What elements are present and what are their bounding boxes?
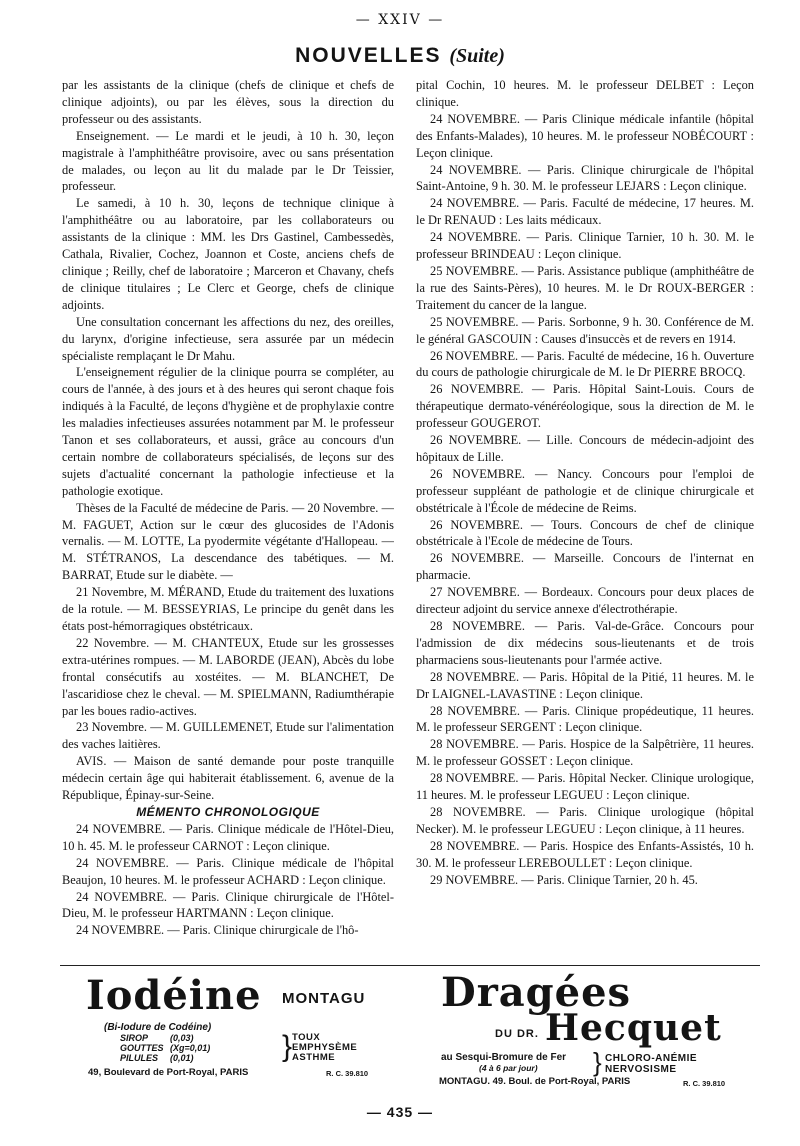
divider-rule <box>60 965 760 966</box>
paragraph: Thèses de la Faculté de médecine de Paris. — 20 Novembre. — M. FAGUET, Action sur le cœur des glucosides de l'Adonis vernalis. — M. LOTTE, La pyodermite végétante d'Hallopeau. — M. STÉTRANOS, La descendance des tabétiques. — M. BARRAT, Etude sur le diabète. — <box>62 500 394 583</box>
memento-entry: 25 NOVEMBRE. — Paris. Assistance publique (amphithéâtre de la rue des Saints-Pères), 10 heures. M. le Dr ROUX-BERGER : Traitement du cancer de la langue. <box>416 263 754 312</box>
memento-entry: 28 NOVEMBRE. — Paris. Hôpital de la Pitié, 11 heures. M. le Dr LAIGNEL-LAVASTINE : Leçon clinique. <box>416 669 754 701</box>
paragraph: Le samedi, à 10 h. 30, leçons de technique clinique à l'amphithéâtre ou au laboratoire, par les collaborateurs ou assistants de la clinique : MM. les Drs Gastinel, Cambessedès, Cathala, Rivalier, Cochez, Joannon et Coste, anciens chefs de clinique ; Reilly, chef de laboratoire ; Marceron et Chavany, chefs de clinique titulaires ; Le Clerc et George, chefs de clinique adjoints. <box>62 196 394 312</box>
memento-entry: 24 NOVEMBRE. — Paris. Clinique médicale de l'hôpital Beaujon, 10 heures. M. le professeur ACHARD : Leçon clinique. <box>62 855 394 887</box>
memento-entry: 26 NOVEMBRE. — Tours. Concours de chef de clinique obstétricale à l'Ecole de médecine de Tours. <box>416 517 754 549</box>
section-heading <box>0 43 800 69</box>
memento-entry: 28 NOVEMBRE. — Paris. Hospice de la Salpêtrière, 11 heures. M. le professeur GOSSET : Leçon clinique. <box>416 737 754 769</box>
page-number: — 435 — <box>366 1104 434 1120</box>
section-title: NOUVELLES <box>295 44 442 67</box>
page-roman-number: — XXIV — <box>355 12 445 28</box>
left-column <box>62 77 394 963</box>
memento-entry: 24 NOVEMBRE. — Paris. Clinique chirurgicale de l'Hôtel-Dieu, M. le professeur HARTMANN : Leçon clinique. <box>62 889 394 921</box>
memento-entry: 28 NOVEMBRE. — Paris. Hospice des Enfants-Assistés, 10 h. 30. M. le professeur LEREBOULLET : Leçon clinique. <box>416 838 754 870</box>
paragraph: 23 Novembre. — M. GUILLEMENET, Etude sur l'alimentation des vaches laitières. <box>62 720 394 752</box>
ad-du-dr: DU DR. <box>495 1028 539 1040</box>
ad-registration: R. C. 39.810 <box>683 1079 726 1088</box>
memento-entry: 28 NOVEMBRE. — Paris. Hôpital Necker. Clinique urologique, 11 heures. M. le professeur LEGUEU : Leçon clinique. <box>416 771 754 803</box>
ad-description: au Sesqui-Bromure de Fer <box>441 1052 567 1063</box>
memento-entry: 28 NOVEMBRE. — Paris. Clinique urologique (hôpital Necker). M. le professeur LEGUEU : Leçon clinique, à 11 heures. <box>416 804 754 836</box>
memento-entry: pital Cochin, 10 heures. M. le professeur DELBET : Leçon clinique. <box>416 78 754 109</box>
memento-entry: 24 NOVEMBRE. — Paris. Clinique médicale de l'Hôtel-Dieu, 10 h. 45. M. le professeur CARNOT : Leçon clinique. <box>62 821 394 853</box>
ad-indications: TOUX EMPHYSÈME ASTHME <box>292 1032 358 1063</box>
ad-registration: R. C. 39.810 <box>326 1069 369 1078</box>
ad-address: 49, Boulevard de Port-Royal, PARIS <box>88 1067 249 1078</box>
memento-entry: 24 NOVEMBRE. — Paris Clinique médicale infantile (hôpital des Enfants-Malades), 10 heures. M. le professeur NOBÉCOURT : Leçon clinique. <box>416 111 754 160</box>
memento-entry: 26 NOVEMBRE. — Paris. Hôpital Saint-Louis. Cours de thérapeutique dermato-vénéréologique, sous la direction de M. le professeur GOUGEROT. <box>416 382 754 431</box>
ad-form-item: PILULES (0,01) <box>120 1053 194 1063</box>
ad-address: MONTAGU. 49. Boul. de Port-Royal, PARIS <box>439 1076 631 1087</box>
notice-paragraph: AVIS. — Maison de santé demande pour poste tranquille médecin certain âge qui habiterait établissement. 6, avenue de la République, Épinay-sur-Seine. <box>62 754 394 803</box>
paragraph: par les assistants de la clinique (chefs de clinique et chefs de clinique adjoints), ou par les élèves, sous la direction du professeur ou des assistants. <box>62 78 394 126</box>
memento-entry: 25 NOVEMBRE. — Paris. Sorbonne, 9 h. 30. Conférence de M. le général GASCOUIN : Causes d'insuccès et de revers en 1914. <box>416 314 754 346</box>
memento-entry: 28 NOVEMBRE. — Paris. Clinique propédeutique, 11 heures. M. le professeur SERGENT : Leçon clinique. <box>416 703 754 735</box>
advertisement-iodeine <box>60 970 395 1080</box>
ad-brand: Iodéine <box>86 972 262 1019</box>
memento-entry: 24 NOVEMBRE. — Paris. Clinique chirurgicale de l'hô- <box>76 923 359 938</box>
ad-form-item: SIROP (0,03) <box>120 1033 194 1043</box>
ad-brand-name: Hecquet <box>545 1007 722 1049</box>
advertisement-dragees-hecquet <box>427 970 762 1095</box>
paragraph: Enseignement. — Le mardi et le jeudi, à 10 h. 30, leçon magistrale à l'amphithéâtre provisoire, avec ou sans présentation de malades, ou leçon au lit du malade par le Dr Teissier, professeur. <box>62 128 394 194</box>
memento-heading: MÉMENTO CHRONOLOGIQUE <box>136 804 320 819</box>
memento-entry: 29 NOVEMBRE. — Paris. Clinique Tarnier, 20 h. 45. <box>430 872 698 887</box>
memento-entry: 26 NOVEMBRE. — Nancy. Concours pour l'emploi de professeur suppléant de pathologie et de clinique chirurgicale et obstétricale à l'École de médecine de Reims. <box>416 466 754 515</box>
paragraph: 22 Novembre. — M. CHANTEUX, Etude sur les grossesses extra-utérines rompues. — M. LABORDE (JEAN), Abcès du lobe frontal consécutifs au xostéites. — M. BLANCHET, De l'ascaridiose chez le cheval. — M. SPIELMANN, Radiumthérapie par les boues radio-actives. <box>62 635 394 718</box>
ad-maker: MONTAGU <box>282 990 366 1007</box>
brace-glyph: } <box>593 1047 602 1077</box>
paragraph: Une consultation concernant les affections du nez, des oreilles, du larynx, d'origine infectieuse, sera assurée par un médecin spécialiste remplaçant le Dr Mahu. <box>62 314 394 363</box>
memento-entry: 26 NOVEMBRE. — Marseille. Concours de l'internat en pharmacie. <box>416 551 754 583</box>
memento-entry: 26 NOVEMBRE. — Paris. Faculté de médecine, 16 h. Ouverture du cours de pathologie chirurgicale de M. le Dr PIERRE BROCQ. <box>416 348 754 380</box>
brace-glyph: } <box>282 1030 293 1063</box>
ad-dose: (4 à 6 par jour) <box>479 1063 538 1073</box>
memento-entry: 24 NOVEMBRE. — Paris. Faculté de médecine, 17 heures. M. le Dr RENAUD : Les laits médicaux. <box>416 196 754 228</box>
ad-subtitle: (Bi-Iodure de Codéine) <box>104 1022 212 1033</box>
ad-brand: Dragées <box>441 969 632 1016</box>
memento-entry: 27 NOVEMBRE. — Bordeaux. Concours pour deux places de directeur adjoint du service annexe d'électrothérapie. <box>416 585 754 617</box>
paragraph: 21 Novembre, M. MÉRAND, Etude du traitement des luxations de la rotule. — M. BESSEYRIAS, Le principe du genêt dans les états post-hémorragiques obstétricaux. <box>62 585 394 633</box>
memento-entry: 24 NOVEMBRE. — Paris. Clinique chirurgicale de l'hôpital Saint-Antoine, 9 h. 30. M. le professeur LEJARS : Leçon clinique. <box>416 162 754 194</box>
memento-entry: 28 NOVEMBRE. — Paris. Val-de-Grâce. Concours pour l'admission de dix médecins sous-lieutenants et de trois pharmaciens sous-lieutenants pour l'armée active. <box>416 619 754 667</box>
memento-entry: 26 NOVEMBRE. — Lille. Concours de médecin-adjoint des hôpitaux de Lille. <box>416 433 754 464</box>
ad-indications: CHLORO-ANÉMIE NERVOSISME <box>605 1053 698 1075</box>
ad-form-item: GOUTTES (Xg=0,01) <box>120 1043 211 1053</box>
memento-entry: 24 NOVEMBRE. — Paris. Clinique Tarnier, 10 h. 30. M. le professeur BRINDEAU : Leçon clinique. <box>416 230 754 262</box>
section-title-suite: (Suite) <box>449 45 505 67</box>
ad-forms-list <box>120 1033 210 1063</box>
paragraph: L'enseignement régulier de la clinique pourra se compléter, au cours de l'année, à des jours et à des heures qui seront chaque fois indiqués à la Faculté, de leçons d'hygiène et de prophylaxie contre les maladies infectieuses assurées notamment par M. le professeur Tanon et ses collaborateurs, et aussi, grâce au concours d'un certain nombre de collaborateurs spécialisés, de leçons sur des sujets d'actualité concernant la pathologie infectieuse et la pathologie exotique. <box>62 365 394 498</box>
right-column <box>416 77 754 963</box>
